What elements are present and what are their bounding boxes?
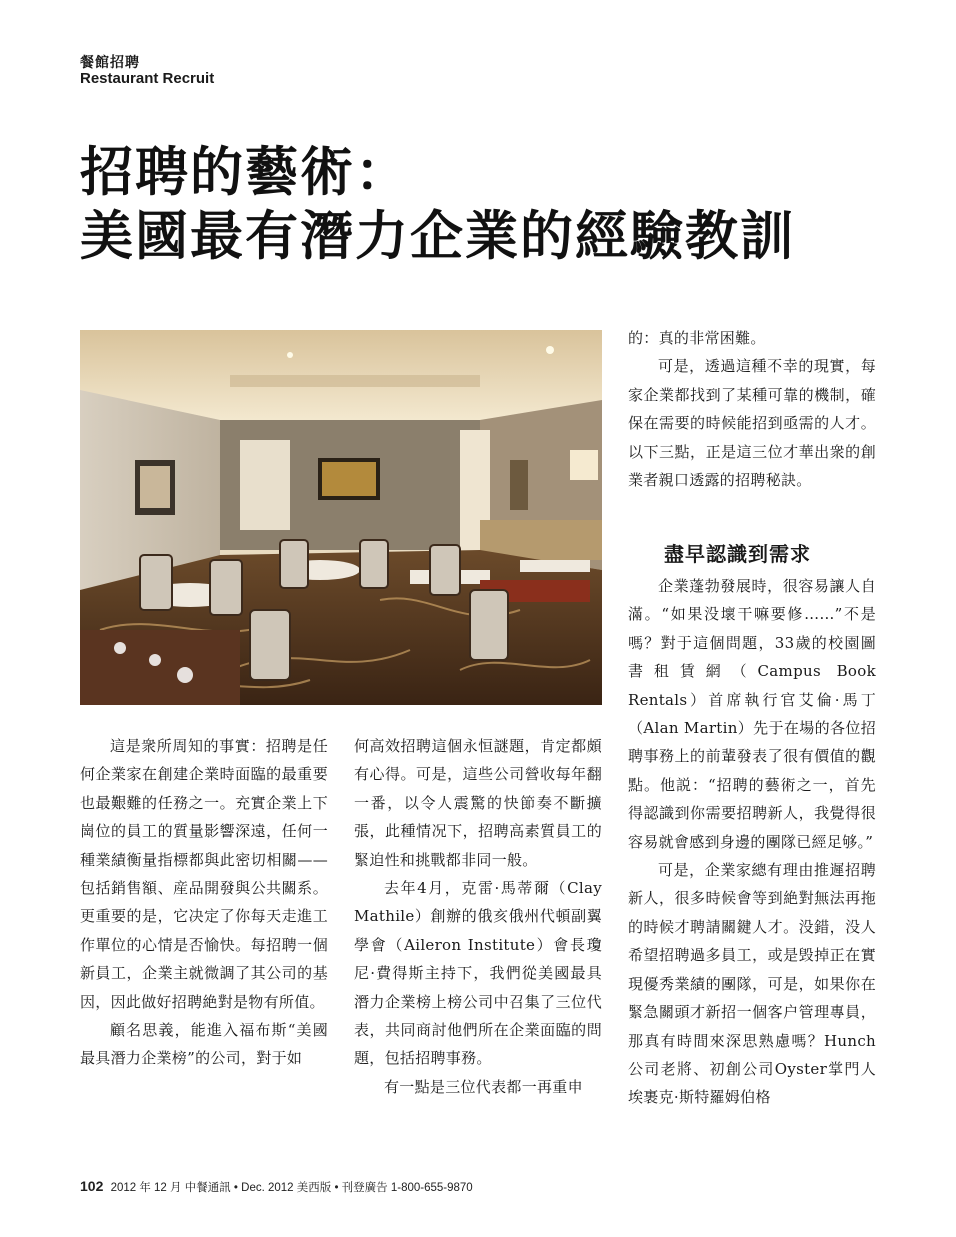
paragraph: 有一點是三位代表都一再重申 xyxy=(384,1077,583,1096)
footer-text: 2012 年 12 月 中餐通訊 • Dec. 2012 美西版 • 刊登廣告 1-800-655-9870 xyxy=(110,1182,473,1194)
section-label-chinese: 餐館招聘 xyxy=(80,55,140,71)
page-number: 102 xyxy=(80,1178,104,1194)
page-footer xyxy=(80,1178,473,1195)
article-column-3-top xyxy=(628,324,876,494)
article-title xyxy=(80,140,795,268)
paragraph: 可是，企業家總有理由推遲招聘新人，很多時候會等到絶對無法再拖的時候才聘請關鍵人才。没錯，没人希望招聘過多員工，或是毁掉正在實現優秀業績的團隊，可是，如果你在緊急關頭才新招一個客户管理專員，那真有時間來深思熟慮嗎？Hunch公司老將、初創公司Oyster掌門人埃裹克·斯特羅姆伯格 xyxy=(628,861,876,1107)
paragraph: 這是衆所周知的事實：招聘是任何企業家在創建企業時面臨的最重要也最艱難的任務之一。充實企業上下崗位的員工的質量影響深遠，任何一種業績衡量指標都與此密切相關——包括銷售額、産品開發與公共關系。更重要的是，它决定了你每天走進工作單位的心情是否愉快。每招聘一個新員工，企業主就微調了其公司的基因，因此做好招聘絶對是物有所值。 xyxy=(80,737,328,1011)
section-label-english: Restaurant Recruit xyxy=(80,70,215,87)
paragraph: 企業蓬勃發展時，很容易讓人自滿。“如果没壞干嘛要修……”不是嗎？對于這個問題，33歲的校園圖書租賃網（Campus Book Rentals）首席執行官艾倫·馬丁（Alan Martin）先于在場的各位招聘事務上的前輩發表了很有價值的觀點。他説：“招聘的藝術之一，首先得認識到你需要招聘新人，我覺得很容易就會感到身邊的團隊已經足够。” xyxy=(628,577,876,851)
article-column-2 xyxy=(354,732,602,1101)
paragraph: 何高效招聘這個永恒謎題，肯定都頗有心得。可是，這些公司營收每年翻一番，以令人震驚的快節奏不斷擴張，此種情况下，招聘高素質員工的緊迫性和挑戰都非同一般。 xyxy=(354,737,602,869)
paragraph: 去年4月，克雷·馬蒂爾（Clay Mathile）創辦的俄亥俄州代頓副翼學會（Aileron Institute）會長瓊尼·費得斯主持下，我們從美國最具潛力企業榜上榜公司中召集了三位代表，共同商討他們所在企業面臨的問題，包括招聘事務。 xyxy=(354,879,602,1068)
title-line-2: 美國最有潛力企業的經驗教訓 xyxy=(80,205,795,267)
paragraph: 可是，透過這種不幸的現實，每家企業都找到了某種可靠的機制，確保在需要的時候能招到亟需的人才。以下三點，正是這三位才華出衆的創業者親口透露的招聘秘訣。 xyxy=(628,357,876,490)
article-column-1 xyxy=(80,732,328,1073)
article-column-3-bottom xyxy=(628,540,876,1112)
restaurant-dining-room-photo xyxy=(80,330,602,705)
paragraph: 的：真的非常困難。 xyxy=(628,329,766,347)
section-subheading: 盡早認識到需求 xyxy=(664,542,811,566)
paragraph: 顧名思義，能進入福布斯“美國最具潛力企業榜”的公司，對于如 xyxy=(80,1021,328,1068)
title-line-1: 招聘的藝術： xyxy=(80,141,410,203)
